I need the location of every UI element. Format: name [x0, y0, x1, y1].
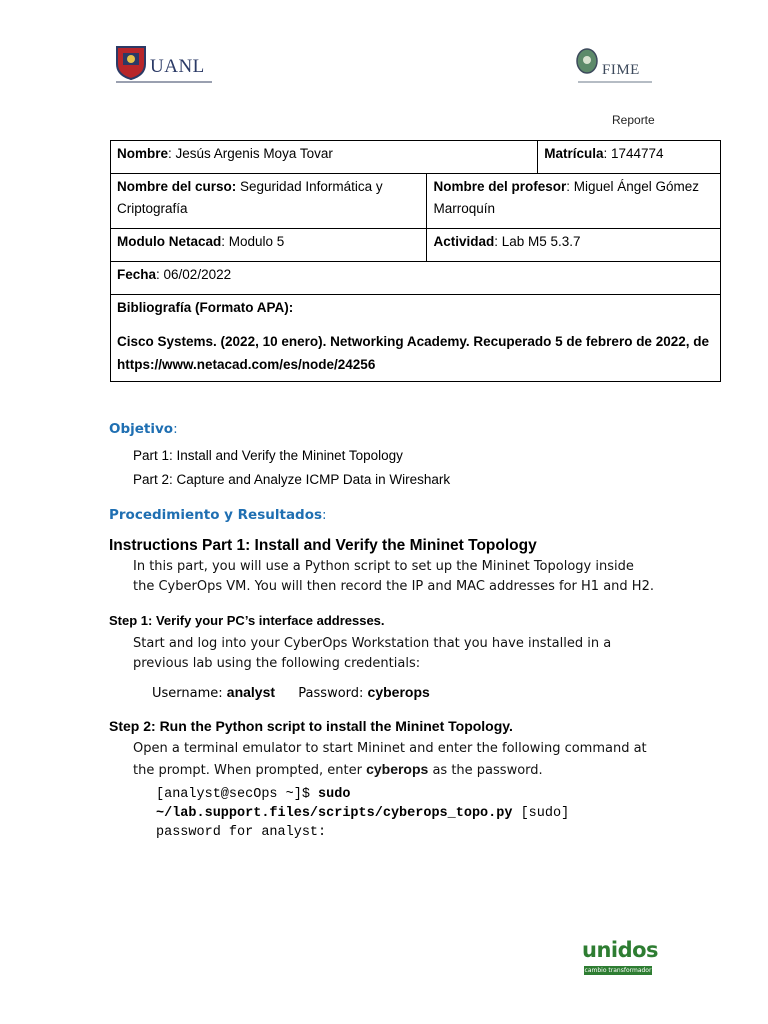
- profesor-label: Nombre del profesor: [433, 179, 567, 194]
- step2-text-b: as the password.: [428, 763, 543, 778]
- objetivo-part-2: Part 2: Capture and Analyze ICMP Data in Wireshark: [133, 472, 451, 487]
- fime-seal-icon: [576, 48, 598, 74]
- cmd-password-prompt: password for analyst:: [156, 825, 327, 840]
- curso-value: Seguridad Informática y Criptografía: [117, 179, 383, 216]
- uanl-wordmark: UANL: [150, 56, 205, 77]
- step2-text-bold: cyberops: [366, 761, 429, 777]
- step2-title: Step 2: Run the Python script to install the Mininet Topology.: [109, 718, 513, 734]
- modulo-value: : Modulo 5: [221, 234, 285, 249]
- username-value: analyst: [226, 684, 276, 700]
- matricula-cell: [538, 141, 721, 174]
- nombre-cell: [111, 141, 538, 174]
- matricula-label: Matrícula: [544, 146, 604, 161]
- uanl-subline: [116, 81, 212, 83]
- cmd-prompt: [analyst@secOps ~]$: [156, 787, 319, 802]
- instructions-title: Instructions Part 1: Install and Verify the Mininet Topology: [109, 537, 537, 554]
- objetivo-part-1: Part 1: Install and Verify the Mininet Topology: [133, 448, 403, 463]
- table-row: [111, 229, 721, 262]
- matricula-value: : 1744774: [603, 146, 664, 161]
- fecha-value: : 06/02/2022: [156, 267, 232, 282]
- procedimiento-colon: :: [322, 507, 327, 523]
- instructions-intro: In this part, you will use a Python script to set up the Mininet Topology inside the CyberOps VM. You will then record the IP and MAC addresses for H1 and H2.: [133, 559, 654, 594]
- password-value: cyberops: [367, 684, 430, 700]
- unidos-tagline: cambio transformador: [584, 967, 652, 974]
- fime-wordmark: FIME: [602, 62, 640, 78]
- procedimiento-heading: [109, 507, 327, 523]
- table-row: [111, 262, 721, 295]
- cmd-sudo-tag: [sudo]: [512, 806, 570, 821]
- table-row: [111, 141, 721, 174]
- modulo-label: Modulo Netacad: [117, 234, 222, 249]
- unidos-wordmark: unidos: [582, 938, 659, 962]
- report-label: Reporte: [612, 113, 655, 127]
- bibliografia-label: Bibliografía (Formato APA):: [117, 300, 294, 315]
- step1-text: Start and log into your CyberOps Workstation that you have installed in a previous lab using the following credentials:: [133, 636, 612, 671]
- fecha-label: Fecha: [117, 267, 157, 282]
- procedimiento-heading-text: Procedimiento y Resultados: [109, 507, 323, 523]
- profesor-value: : Miguel Ángel Gómez Marroquín: [433, 179, 700, 216]
- step1-title: Step 1: Verify your PC’s interface addresses.: [109, 613, 385, 628]
- actividad-cell: [427, 229, 721, 262]
- step2-text-a: Open a terminal emulator to start Mininet and enter the following command at the prompt. When prompted, enter: [133, 741, 647, 778]
- info-table: [110, 140, 721, 382]
- table-row: [111, 295, 721, 382]
- bibliografia-cell: [111, 295, 721, 382]
- step2-text: [133, 739, 658, 781]
- actividad-label: Actividad: [433, 234, 495, 249]
- uanl-seal-icon: [114, 44, 148, 80]
- curso-label: Nombre del curso:: [117, 179, 237, 194]
- nombre-label: Nombre: [117, 146, 169, 161]
- password-label: Password:: [298, 686, 368, 701]
- unidos-logo: [582, 938, 659, 978]
- profesor-cell: [427, 174, 721, 229]
- fime-logo: [576, 48, 656, 88]
- table-row: [111, 174, 721, 229]
- modulo-cell: [111, 229, 427, 262]
- command-block: [156, 785, 676, 842]
- actividad-value: : Lab M5 5.3.7: [494, 234, 581, 249]
- objetivo-heading: [109, 421, 178, 437]
- uanl-logo: [114, 44, 214, 90]
- bibliografia-text: Cisco Systems. (2022, 10 enero). Networking Academy. Recuperado 5 de febrero de 2022, de https://www.netacad.com/es/node/24256: [117, 334, 709, 372]
- objetivo-heading-text: Objetivo: [109, 421, 174, 437]
- cmd-sudo: sudo: [318, 787, 351, 802]
- fecha-cell: [111, 262, 721, 295]
- fime-subline: [578, 81, 652, 83]
- cmd-path: ~/lab.support.files/scripts/cyberops_topo.py: [156, 806, 513, 821]
- curso-cell: [111, 174, 427, 229]
- nombre-value: : Jesús Argenis Moya Tovar: [168, 146, 333, 161]
- username-label: Username:: [152, 686, 227, 701]
- credentials-line: [152, 684, 430, 701]
- objetivo-colon: :: [173, 421, 178, 437]
